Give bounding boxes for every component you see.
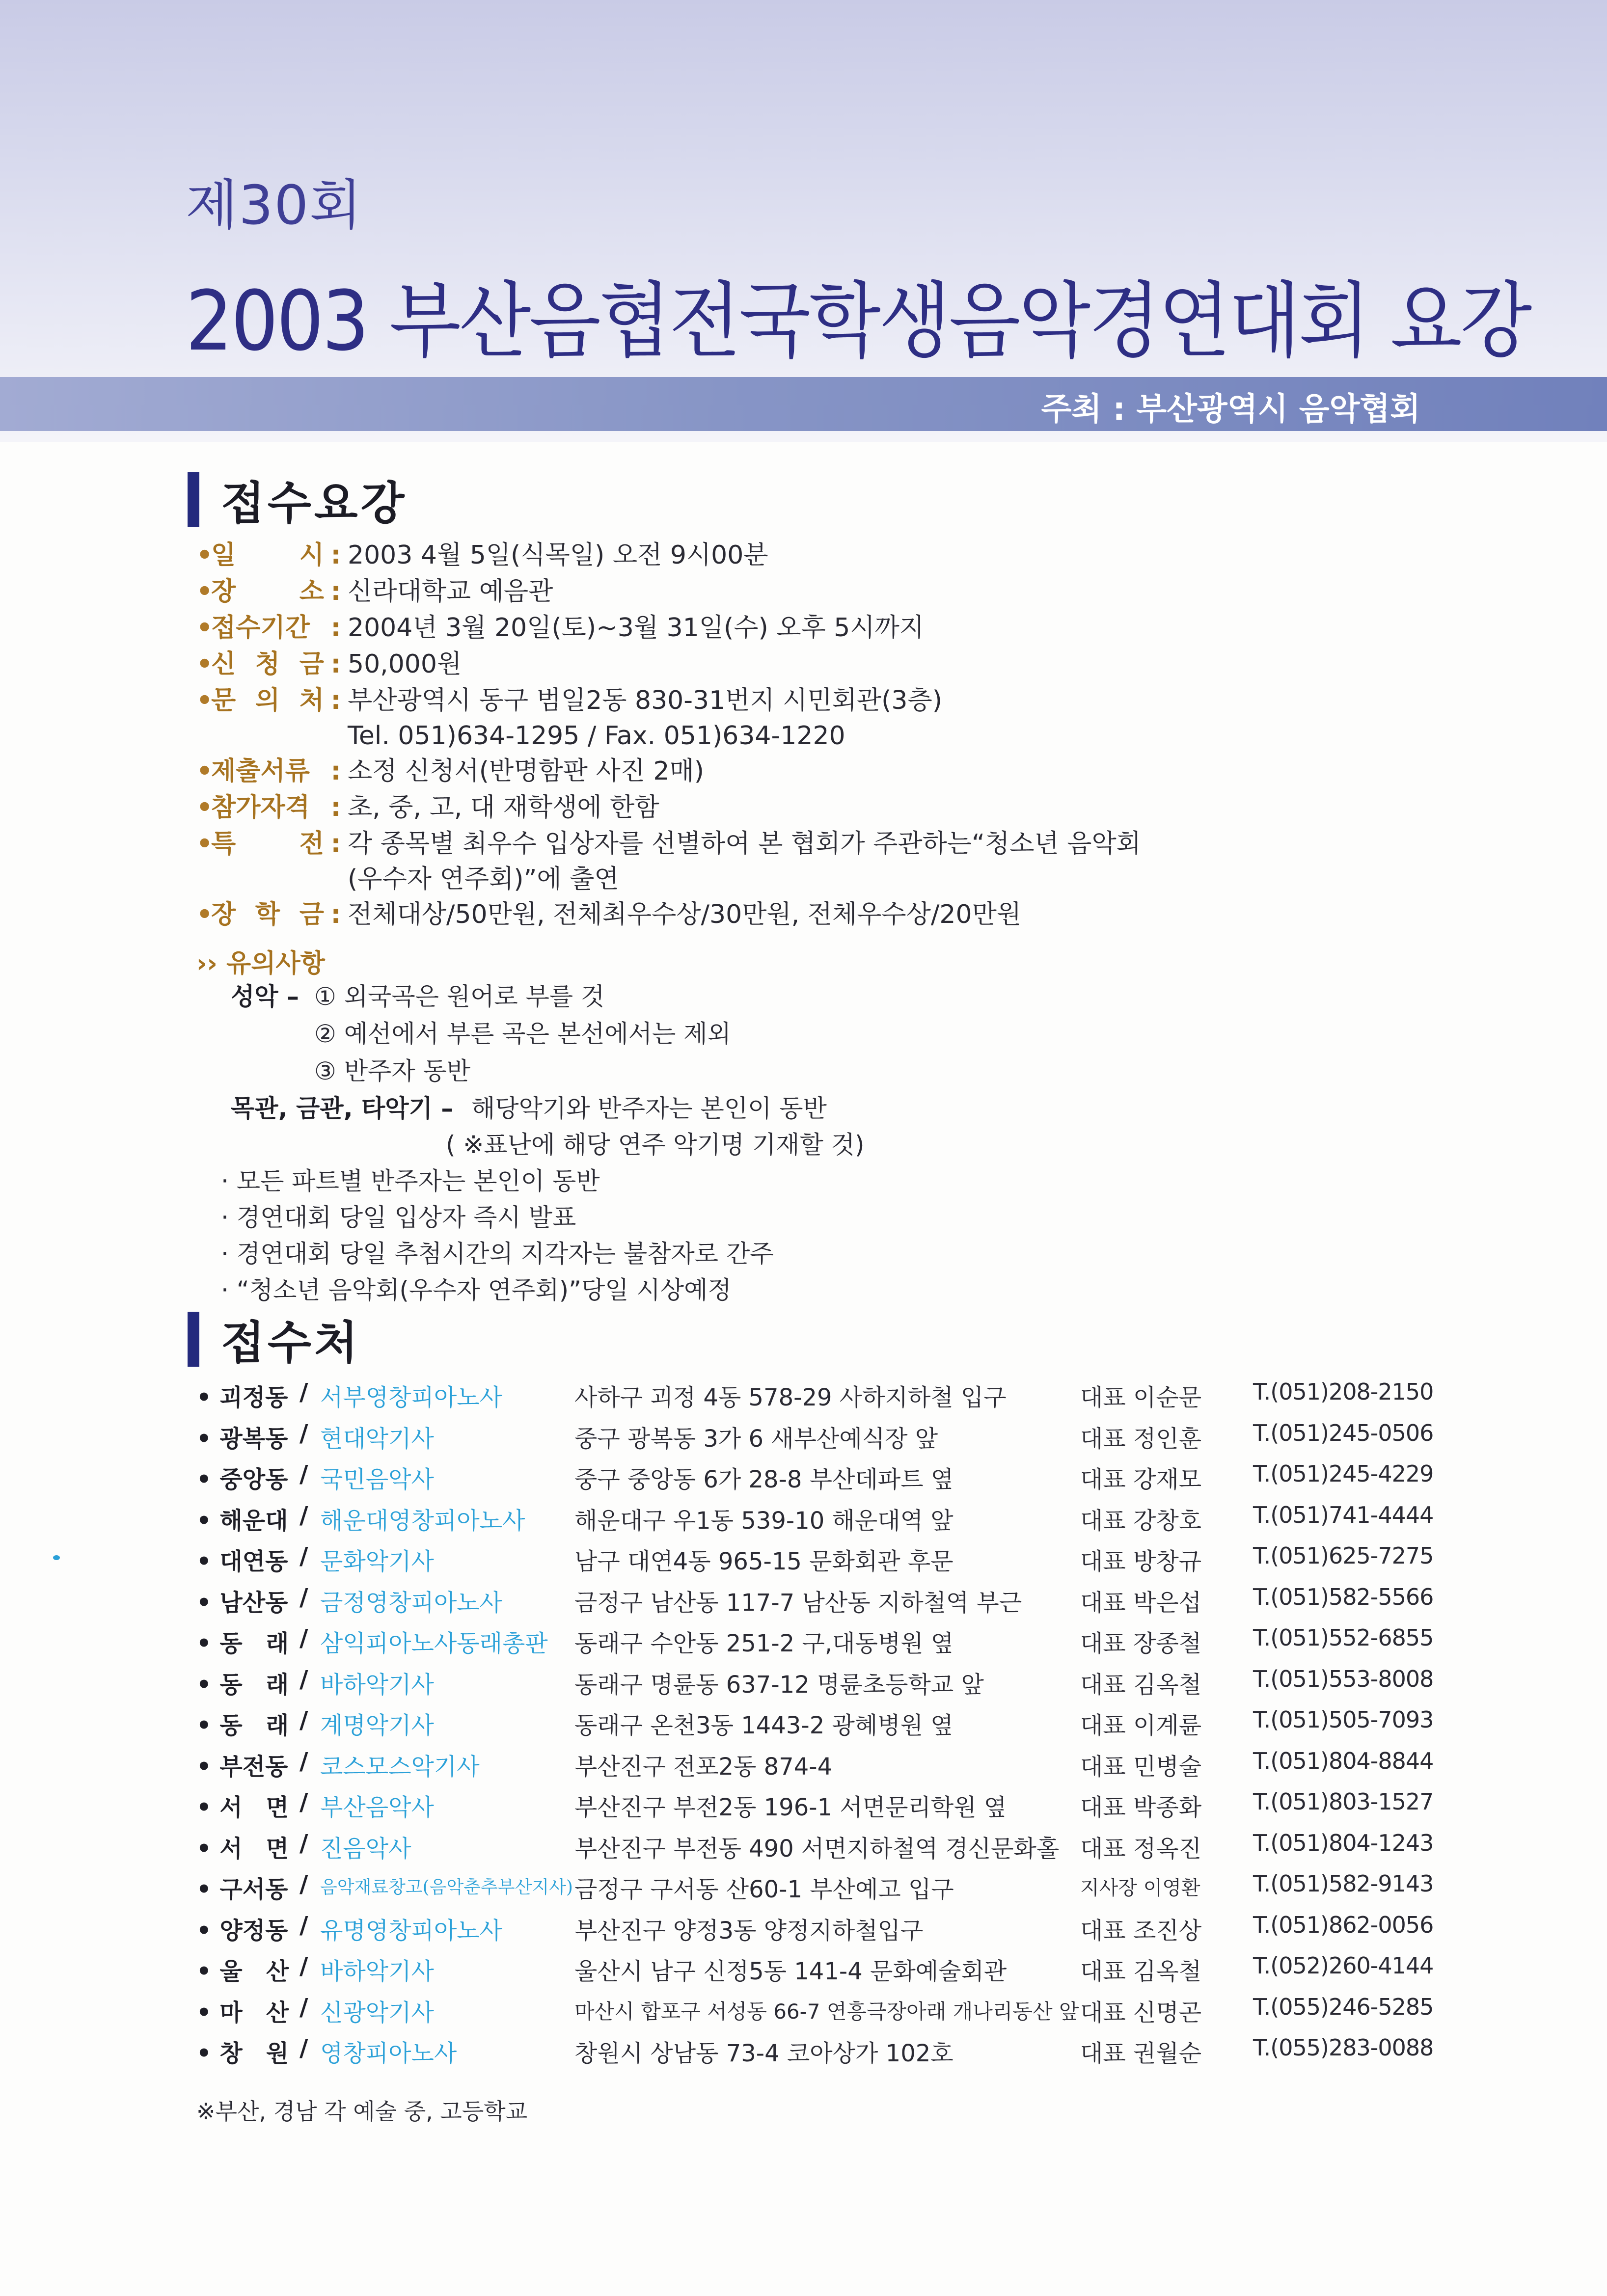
store-address: 부산진구 부전동 490 서면지하철역 경신문화홀	[574, 1835, 1060, 1863]
district-name: • 동 래	[196, 1630, 289, 1657]
store-representative: 대표 강재모	[1080, 1466, 1202, 1493]
store-name: 코스모스악기사	[320, 1753, 480, 1781]
slash-separator: /	[300, 1788, 308, 1816]
location-row	[196, 1542, 1434, 1584]
vocal-note-2: ② 예선에서 부른 곡은 본선에서는 제외	[314, 1020, 731, 1048]
location-row	[196, 1829, 1434, 1871]
store-phone: T.(055)246-5285	[1253, 1993, 1434, 2020]
location-row	[196, 1378, 1434, 1420]
store-representative: 대표 권월순	[1080, 2040, 1202, 2067]
info-row	[196, 683, 942, 751]
info-colon: :	[330, 540, 341, 570]
slash-separator: /	[300, 1747, 308, 1775]
location-row	[196, 2034, 1434, 2076]
info-value: 2004년 3월 20일(토)~3월 31일(수) 오후 5시까지	[348, 613, 925, 643]
store-name: 서부영창피아노사	[320, 1384, 502, 1411]
bullet-icon: •	[196, 829, 213, 859]
organizer-label: 주최 : 부산광역시 음악협회	[1041, 391, 1420, 428]
location-row	[196, 1501, 1434, 1543]
location-row	[196, 1624, 1434, 1666]
note-bullet: · 경연대회 당일 추첨시간의 지각자는 불참자로 간주	[221, 1240, 774, 1268]
store-name: 문화악기사	[320, 1548, 434, 1575]
store-address: 중구 광복동 3가 6 새부산예식장 앞	[574, 1425, 938, 1453]
store-representative: 대표 김옥철	[1080, 1958, 1202, 1985]
district-name: • 울 산	[196, 1958, 289, 1985]
district-name: • 서 면	[196, 1835, 289, 1863]
info-colon: :	[330, 756, 341, 786]
district-name: • 광복동	[196, 1425, 288, 1453]
store-phone: T.(051)245-0506	[1253, 1419, 1434, 1446]
info-row	[196, 538, 768, 573]
store-address: 창원시 상남동 73-4 코아상가 102호	[574, 2040, 953, 2067]
district-name: • 해운대	[196, 1507, 288, 1535]
store-representative: 지사장 이영환	[1080, 1877, 1200, 1899]
notes-heading: ›› 유의사항	[196, 949, 325, 978]
slash-separator: /	[300, 1706, 308, 1734]
store-address: 동래구 수안동 251-2 구,대동병원 옆	[574, 1630, 954, 1657]
bullet-icon: •	[196, 540, 213, 570]
store-name: 영창피아노사	[320, 2040, 457, 2067]
store-phone: T.(051)741-4444	[1253, 1501, 1434, 1528]
info-label: 일 시	[211, 540, 324, 570]
note-bullet: · 경연대회 당일 입상자 즉시 발표	[221, 1203, 576, 1232]
info-value: 부산광역시 동구 범일2동 830-31번지 시민회관(3층)	[348, 686, 942, 715]
location-row	[196, 1952, 1434, 1994]
store-address: 해운대구 우1동 539-10 해운대역 앞	[574, 1507, 953, 1535]
store-name: 금정영창피아노사	[320, 1589, 502, 1617]
section-heading-registration	[188, 472, 408, 530]
slash-separator: /	[300, 1665, 308, 1693]
info-colon: :	[330, 577, 341, 606]
district-name: • 중앙동	[196, 1466, 288, 1493]
store-representative: 대표 강창호	[1080, 1507, 1202, 1535]
store-representative: 대표 박종화	[1080, 1794, 1202, 1821]
district-name: • 창 원	[196, 2040, 289, 2067]
info-colon: :	[330, 686, 341, 715]
store-address: 중구 중앙동 6가 28-8 부산데파트 옆	[574, 1466, 954, 1493]
section-bar	[188, 1312, 199, 1367]
instrument-label: 목관, 금관, 타악기 –	[231, 1094, 454, 1123]
info-label: 신 청 금	[211, 649, 324, 679]
slash-separator: /	[300, 1378, 308, 1406]
store-representative: 대표 장종철	[1080, 1630, 1202, 1657]
store-name: 유명영창피아노사	[320, 1917, 502, 1945]
note-bullet: · 모든 파트별 반주자는 본인이 동반	[221, 1167, 600, 1195]
store-name: 바하악기사	[320, 1671, 434, 1699]
slash-separator: /	[300, 1542, 308, 1570]
info-label: 특 전	[211, 829, 324, 859]
slash-separator: /	[300, 1460, 308, 1488]
store-name: 삼익피아노사동래총판	[320, 1630, 548, 1657]
slash-separator: /	[300, 1501, 308, 1529]
instrument-note-2: ( ※표난에 해당 연주 악기명 기재할 것)	[446, 1131, 865, 1159]
store-phone: T.(051)582-9143	[1253, 1870, 1434, 1897]
location-row	[196, 1870, 1434, 1912]
bullet-icon: •	[196, 900, 213, 929]
store-phone: T.(051)625-7275	[1253, 1542, 1434, 1569]
district-name: • 서 면	[196, 1794, 289, 1821]
store-representative: 대표 방창규	[1080, 1548, 1202, 1575]
store-name: 진음악사	[320, 1835, 411, 1863]
store-address: 마산시 합포구 서성동 66-7 연흥극장아래 개나리동산 앞	[574, 1999, 1079, 2024]
vocal-note-3: ③ 반주자 동반	[314, 1057, 471, 1085]
slash-separator: /	[300, 1624, 308, 1652]
info-value: 소정 신청서(반명함판 사진 2매)	[348, 756, 705, 786]
store-address: 금정구 남산동 117-7 남산동 지하철역 부근	[574, 1589, 1022, 1617]
bullet-icon: •	[196, 613, 213, 643]
store-phone: T.(051)582-5566	[1253, 1583, 1434, 1610]
info-row	[196, 754, 704, 789]
store-name: 음악재료창고(음악춘추부산지사)	[320, 1877, 573, 1897]
store-phone: T.(051)245-4229	[1253, 1460, 1434, 1487]
info-colon: :	[330, 793, 341, 822]
store-phone: T.(051)553-8008	[1253, 1665, 1434, 1692]
info-value: 신라대학교 예음관	[348, 577, 553, 606]
store-address: 부산진구 전포2동 874-4	[574, 1753, 833, 1781]
district-name: • 동 래	[196, 1712, 289, 1739]
info-value: 각 종목별 최우수 입상자를 선별하여 본 협회가 주관하는“청소년 음악회	[348, 829, 1141, 859]
location-row	[196, 1788, 1434, 1830]
slash-separator: /	[300, 1952, 308, 1980]
store-name: 바하악기사	[320, 1958, 434, 1985]
info-row	[196, 610, 924, 646]
info-label: 장 학 금	[211, 900, 324, 929]
store-representative: 대표 박은섭	[1080, 1589, 1202, 1617]
info-value-continued: (우수자 연주회)”에 출연	[348, 864, 619, 894]
district-name: • 부전동	[196, 1753, 288, 1781]
store-address: 동래구 온천3동 1443-2 광혜병원 옆	[574, 1712, 953, 1739]
info-value: 전체대상/50만원, 전체최우수상/30만원, 전체우수상/20만원	[348, 900, 1022, 929]
store-address: 금정구 구서동 산60-1 부산예고 입구	[574, 1876, 954, 1903]
footnote: ※부산, 경남 각 예술 중, 고등학교	[196, 2098, 528, 2125]
store-representative: 대표 정옥진	[1080, 1835, 1202, 1863]
section-title: 접수요강	[221, 477, 408, 530]
district-name: • 양정동	[196, 1917, 288, 1945]
slash-separator: /	[300, 1583, 308, 1611]
store-phone: T.(051)862-0056	[1253, 1911, 1434, 1938]
district-name: • 괴정동	[196, 1384, 288, 1411]
info-row	[196, 790, 659, 825]
location-row	[196, 1583, 1434, 1625]
info-value: 2003 4월 5일(식목일) 오전 9시00분	[348, 540, 768, 570]
instrument-note: 해당악기와 반주자는 본인이 동반	[471, 1094, 827, 1123]
bullet-icon: •	[196, 649, 213, 679]
info-row	[196, 897, 1021, 932]
location-row	[196, 1706, 1434, 1748]
store-phone: T.(051)208-2150	[1253, 1378, 1434, 1405]
location-row	[196, 1747, 1434, 1789]
store-representative: 대표 조진상	[1080, 1917, 1202, 1945]
store-address: 부산진구 부전2동 196-1 서면문리학원 옆	[574, 1794, 1007, 1821]
info-value: 초, 중, 고, 대 재학생에 한함	[348, 793, 659, 822]
store-phone: T.(051)803-1527	[1253, 1788, 1434, 1815]
location-row	[196, 1460, 1434, 1502]
district-name: • 구서동	[196, 1876, 288, 1903]
vocal-note-1: ① 외국곡은 원어로 부를 것	[314, 982, 605, 1011]
district-name: • 대연동	[196, 1548, 288, 1575]
info-label: 장 소	[211, 577, 324, 606]
slash-separator: /	[300, 1870, 308, 1898]
info-colon: :	[330, 829, 341, 859]
info-row	[196, 574, 553, 609]
store-address: 사하구 괴정 4동 578-29 사하지하철 입구	[574, 1384, 1007, 1411]
info-label: 접수기간	[211, 613, 310, 643]
location-row	[196, 1665, 1434, 1707]
info-value: 50,000원	[348, 649, 462, 679]
info-colon: :	[330, 613, 341, 643]
location-row	[196, 1419, 1434, 1461]
info-label: 제출서류	[211, 756, 310, 786]
vocal-label: 성악 –	[231, 982, 300, 1011]
store-phone: T.(051)505-7093	[1253, 1706, 1434, 1733]
edition-label: 제30회	[186, 174, 363, 237]
info-row	[196, 647, 462, 682]
store-representative: 대표 신명곤	[1080, 1999, 1202, 2026]
location-row	[196, 1993, 1434, 2035]
district-name: • 마 산	[196, 1999, 289, 2026]
section-heading-locations	[188, 1312, 361, 1367]
slash-separator: /	[300, 2034, 308, 2062]
store-address: 울산시 남구 신정5동 141-4 문화예술회관	[574, 1958, 1007, 1985]
slash-separator: /	[300, 1993, 308, 2021]
print-speck	[53, 1555, 60, 1560]
location-row	[196, 1911, 1434, 1953]
note-bullet: · “청소년 음악회(우수자 연주회)”당일 시상예정	[221, 1276, 732, 1304]
info-label: 참가자격	[211, 793, 310, 822]
store-representative: 대표 민병술	[1080, 1753, 1202, 1781]
store-name: 현대악기사	[320, 1425, 434, 1453]
store-address: 동래구 명륜동 637-12 명륜초등학교 앞	[574, 1671, 984, 1699]
store-representative: 대표 이계륜	[1080, 1712, 1202, 1739]
store-address: 부산진구 양정3동 양정지하철입구	[574, 1917, 924, 1945]
store-phone: T.(055)283-0088	[1253, 2034, 1434, 2061]
store-phone: T.(052)260-4144	[1253, 1952, 1434, 1979]
store-name: 국민음악사	[320, 1466, 434, 1493]
info-row	[196, 826, 1141, 894]
district-name: • 동 래	[196, 1671, 289, 1699]
store-name: 계명악기사	[320, 1712, 434, 1739]
store-phone: T.(051)552-6855	[1253, 1624, 1434, 1651]
store-phone: T.(051)804-8844	[1253, 1747, 1434, 1774]
district-name: • 남산동	[196, 1589, 288, 1617]
slash-separator: /	[300, 1911, 308, 1939]
store-address: 남구 대연4동 965-15 문화회관 후문	[574, 1548, 953, 1575]
bullet-icon: •	[196, 686, 213, 715]
bullet-icon: •	[196, 793, 213, 822]
store-name: 부산음악사	[320, 1794, 434, 1821]
info-colon: :	[330, 649, 341, 679]
store-name: 해운대영창피아노사	[320, 1507, 525, 1535]
info-value-continued: Tel. 051)634-1295 / Fax. 051)634-1220	[348, 721, 845, 751]
store-representative: 대표 정인훈	[1080, 1425, 1202, 1453]
bullet-icon: •	[196, 756, 213, 786]
info-colon: :	[330, 900, 341, 929]
store-representative: 대표 이순문	[1080, 1384, 1202, 1411]
section-title: 접수처	[221, 1316, 361, 1369]
slash-separator: /	[300, 1829, 308, 1857]
bullet-icon: •	[196, 577, 213, 606]
info-label: 문 의 처	[211, 686, 324, 715]
store-name: 신광악기사	[320, 1999, 434, 2026]
page-title: 2003 부산음협전국학생음악경연대회 요강	[186, 273, 1530, 369]
section-bar	[188, 472, 199, 527]
store-representative: 대표 김옥철	[1080, 1671, 1202, 1699]
store-phone: T.(051)804-1243	[1253, 1829, 1434, 1856]
slash-separator: /	[300, 1419, 308, 1447]
